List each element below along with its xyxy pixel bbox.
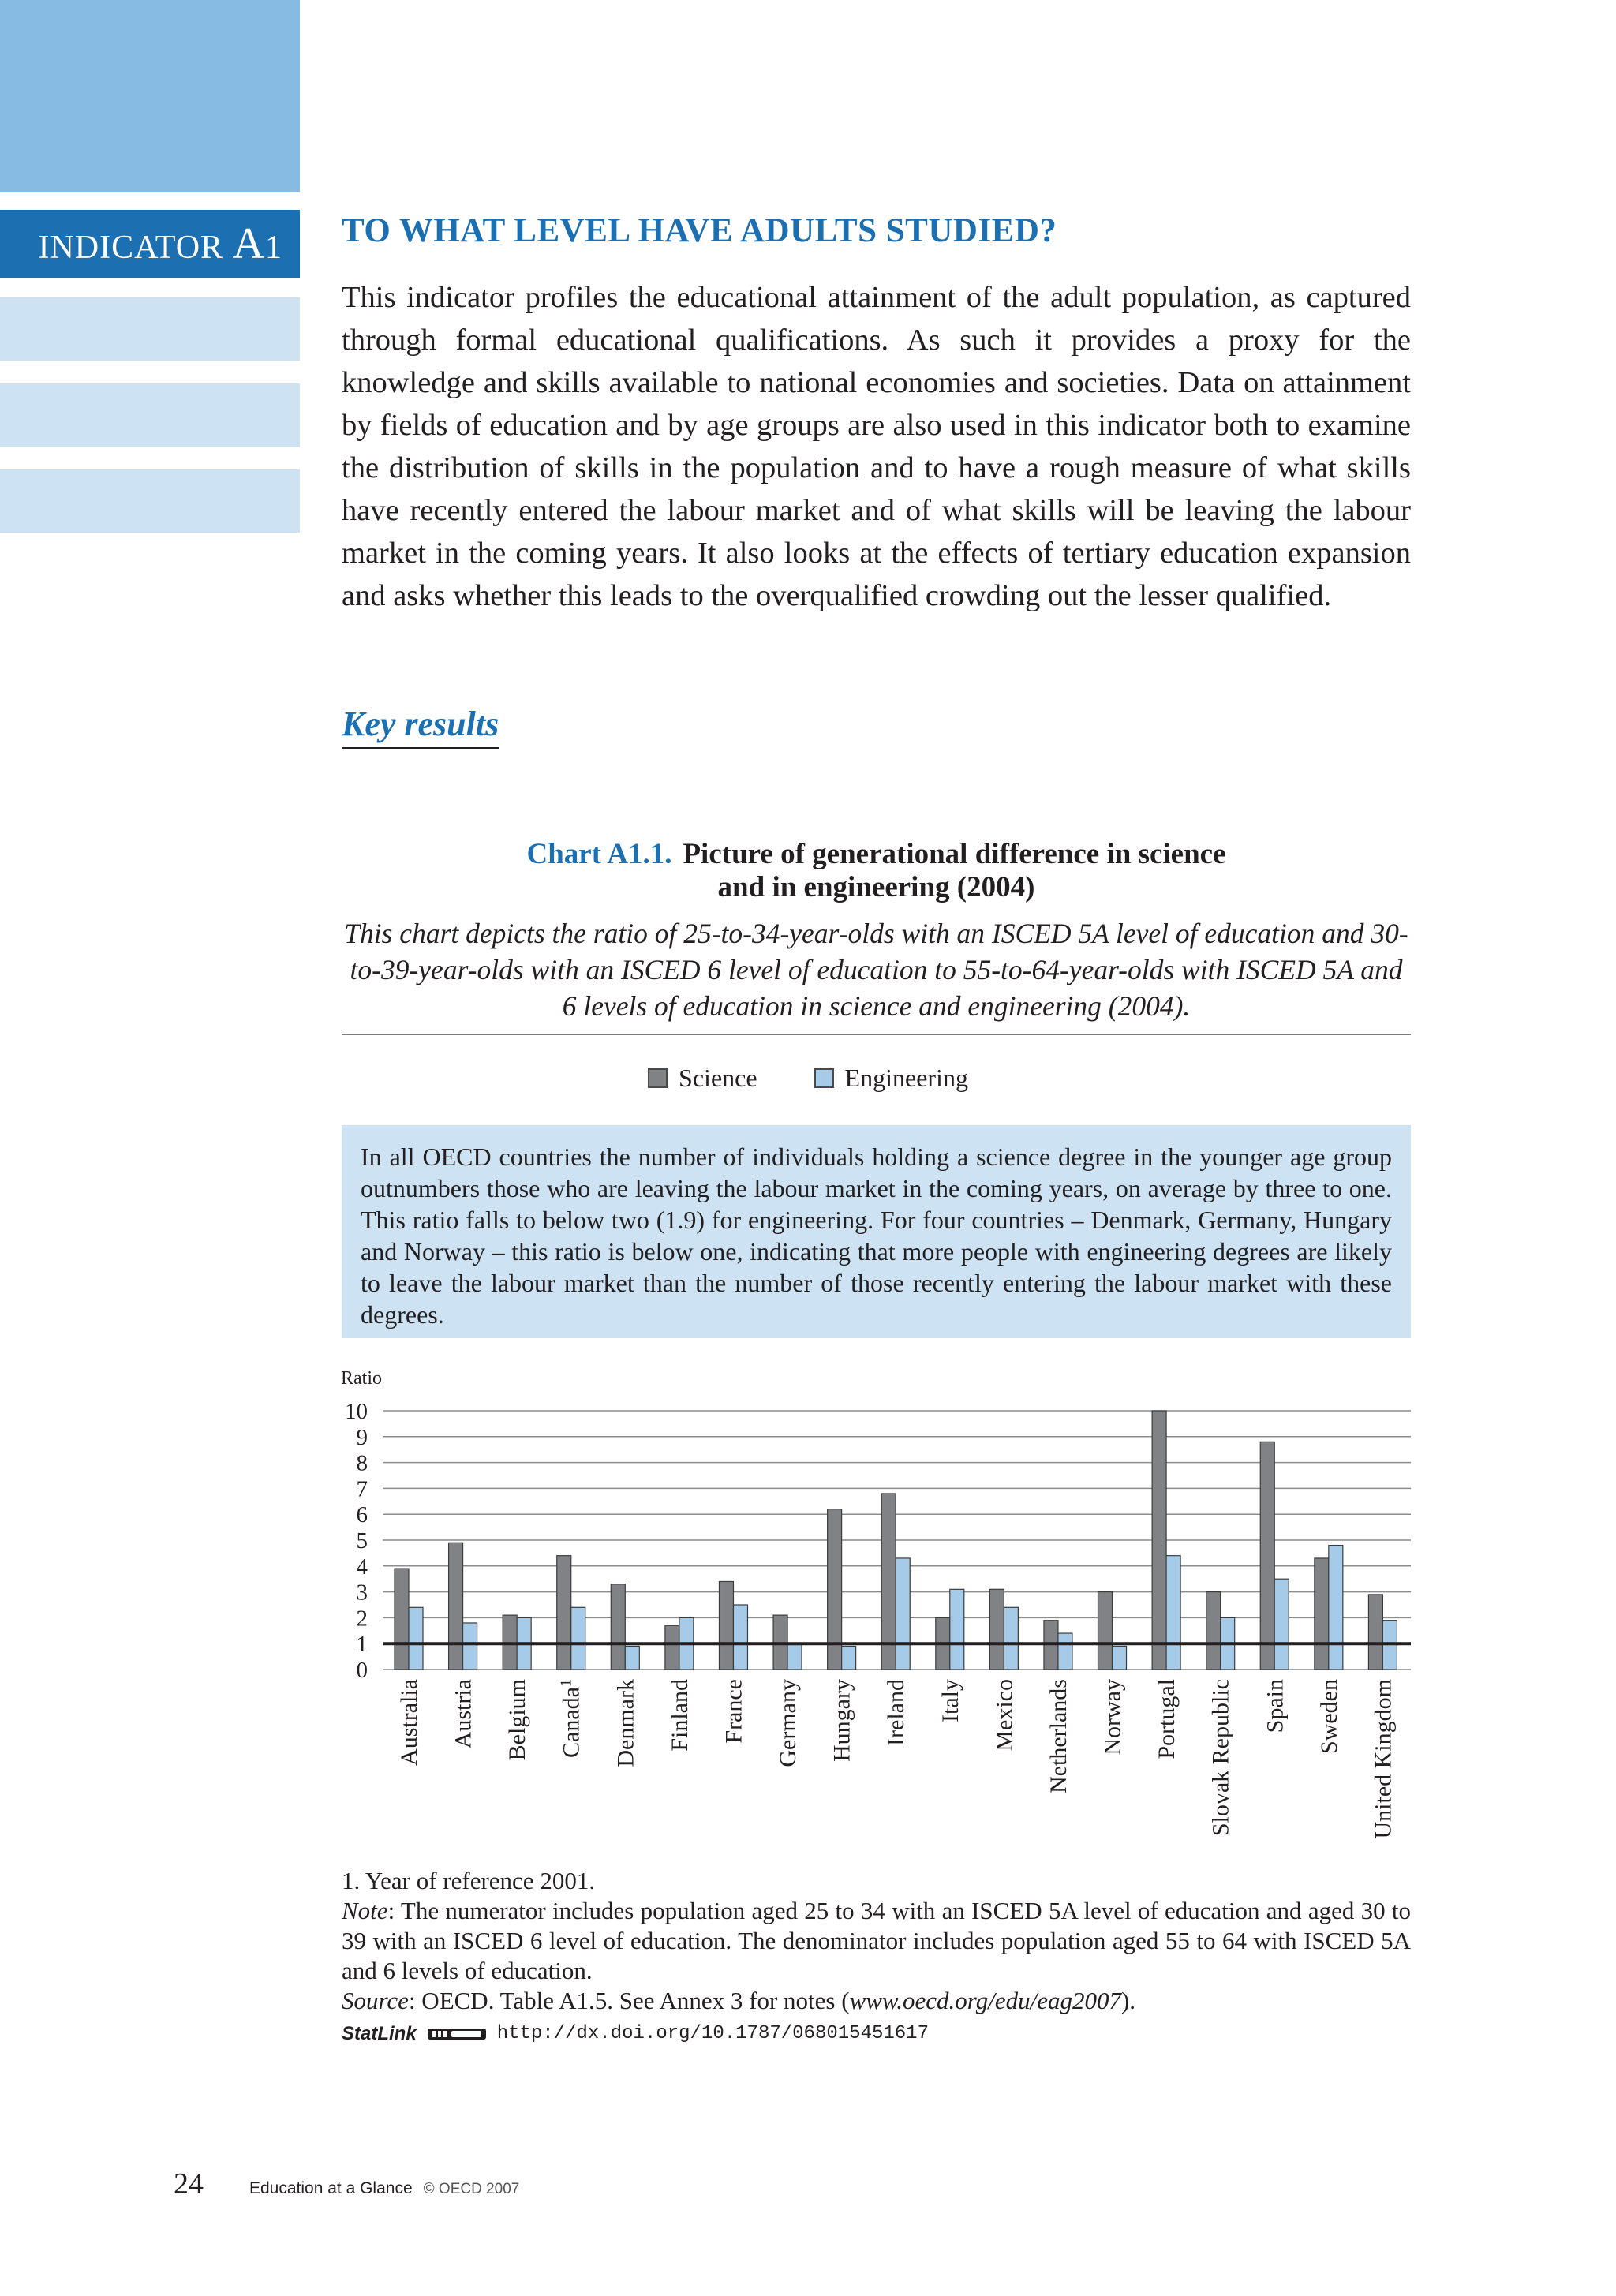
y-tick-label: 10 xyxy=(345,1399,368,1424)
chart-number: Chart A1.1. xyxy=(526,838,672,870)
y-tick-label: 6 xyxy=(356,1502,368,1528)
sidebar-tab-bar xyxy=(0,297,300,361)
legend-swatch-science xyxy=(648,1068,668,1088)
y-tick-label: 9 xyxy=(356,1424,368,1450)
bar-science xyxy=(395,1569,409,1670)
source-label: Source xyxy=(342,1987,409,2014)
y-tick-label: 4 xyxy=(356,1554,368,1580)
page-title: TO WHAT LEVEL HAVE ADULTS STUDIED? xyxy=(342,212,1057,249)
y-tick-label: 3 xyxy=(356,1580,368,1606)
bar-science xyxy=(989,1589,1004,1670)
x-tick-label: Denmark xyxy=(612,1679,639,1767)
page-footer xyxy=(174,2167,519,2201)
legend-swatch-engineering xyxy=(814,1068,834,1088)
y-tick-label: 7 xyxy=(356,1476,368,1502)
bar-engineering xyxy=(571,1607,585,1670)
bar-science xyxy=(828,1509,842,1670)
publication-title: Education at a Glance xyxy=(249,2179,413,2197)
x-tick-label: Mexico xyxy=(991,1679,1018,1752)
note xyxy=(342,1896,1411,1986)
x-tick-label: Norway xyxy=(1099,1679,1126,1756)
bar-engineering xyxy=(787,1643,802,1670)
bar-engineering xyxy=(896,1558,910,1670)
indicator-code: A xyxy=(232,219,265,268)
x-tick-label: Belgium xyxy=(504,1679,531,1761)
bar-engineering xyxy=(1113,1646,1127,1670)
statlink xyxy=(342,2019,1411,2049)
source xyxy=(342,1986,1411,2016)
x-tick-label: Ireland xyxy=(883,1679,910,1746)
legend-item-science xyxy=(648,1064,758,1093)
footnote: 1. Year of reference 2001. xyxy=(342,1867,596,1894)
x-tick-label: United Kingdom xyxy=(1370,1679,1397,1839)
note-text: : The numerator includes population aged 25 to 34 with an ISCED 5A level of education and aged 30 to 39 with an ISCED 6 level of education. The denominator includes population aged 55 to 64 with ISCED 5A and 6 levels of education. xyxy=(342,1897,1411,1984)
chart-legend xyxy=(0,1064,1616,1094)
legend-item-engineering xyxy=(814,1064,968,1093)
y-axis-label: Ratio xyxy=(341,1368,382,1389)
x-tick-label: Portugal xyxy=(1154,1679,1180,1759)
x-tick-label: Australia xyxy=(396,1679,422,1766)
x-tick-label: Sweden xyxy=(1315,1679,1342,1754)
x-tick-label: Austria xyxy=(450,1679,477,1749)
bar-science xyxy=(1098,1592,1113,1670)
bar-engineering xyxy=(842,1646,856,1670)
sidebar-tab-top xyxy=(0,0,300,192)
sidebar-tab-bar xyxy=(0,383,300,447)
x-axis-labels xyxy=(396,1679,1396,1839)
source-link[interactable]: www.oecd.org/edu/eag2007 xyxy=(849,1987,1121,2014)
bar-science xyxy=(719,1581,733,1670)
x-tick-label: Hungary xyxy=(829,1679,855,1762)
divider xyxy=(342,1034,1411,1035)
x-tick-label: Spain xyxy=(1262,1679,1289,1733)
bar-science xyxy=(557,1556,571,1670)
bar-engineering xyxy=(1058,1633,1072,1670)
indicator-tab xyxy=(0,210,300,278)
statlink-label: StatLink xyxy=(342,2023,417,2044)
source-text: : OECD. Table A1.5. See Annex 3 for notes ( xyxy=(408,1987,850,2014)
bar-science xyxy=(1368,1595,1382,1670)
bar-engineering xyxy=(1329,1546,1343,1670)
bar-science xyxy=(449,1543,463,1670)
page-number: 24 xyxy=(174,2167,204,2201)
y-tick-label: 1 xyxy=(356,1632,368,1658)
chart-subtitle: This chart depicts the ratio of 25-to-34-year-olds with an ISCED 5A level of education and 30-to-39-year-olds with an ISCED 6 level of education to 55-to-64-year-olds with ISCED 5A and 6 levels of education in science and engineering (2004). xyxy=(344,918,1408,1022)
statlink-url[interactable]: http://dx.doi.org/10.1787/068015451617 xyxy=(496,2023,929,2044)
chart-title-line2: and in engineering (2004) xyxy=(717,871,1035,903)
bar-engineering xyxy=(1274,1579,1289,1670)
bar-engineering xyxy=(733,1605,747,1670)
copyright: © OECD 2007 xyxy=(423,2181,520,2197)
bar-engineering xyxy=(463,1623,477,1670)
bar-engineering xyxy=(1166,1556,1180,1670)
x-tick-label: Netherlands xyxy=(1045,1679,1072,1793)
sidebar-tab-bar xyxy=(0,469,300,533)
x-tick-label: Italy xyxy=(937,1679,963,1722)
x-tick-label: Slovak Republic xyxy=(1207,1679,1234,1837)
x-tick-label: France xyxy=(720,1679,747,1744)
x-tick-label: Finland xyxy=(666,1679,693,1752)
statlink-logo-icon xyxy=(428,2027,486,2041)
chart-notes xyxy=(342,1866,1411,2049)
indicator-prefix: INDICATOR xyxy=(38,230,233,266)
bar-science xyxy=(1260,1442,1274,1670)
x-tick-superscript: 1 xyxy=(557,1679,575,1687)
y-tick-label: 2 xyxy=(356,1606,368,1632)
x-tick-label: Canada$^1$ xyxy=(557,1679,585,1758)
key-finding-box: In all OECD countries the number of individuals holding a science degree in the younger age group outnumbers those who are leaving the labour market in the coming years, on average by three to one. This ratio falls to below two (1.9) for engineering. For four countries – Denmark, Germany, Hungary and Norway – this ratio is below one, indicating that more people with engineering degrees are likely to leave the labour market than the number of those recently entering the labour market with these degrees. xyxy=(342,1125,1411,1338)
y-tick-label: 8 xyxy=(356,1450,368,1476)
bar-science xyxy=(1206,1592,1221,1670)
section-heading: Key results xyxy=(342,704,499,749)
bar-engineering xyxy=(625,1646,639,1670)
x-tick-label: Germany xyxy=(775,1679,802,1767)
bar-chart xyxy=(0,1357,1616,1870)
legend-label-science: Science xyxy=(679,1064,758,1092)
legend-label-engineering: Engineering xyxy=(844,1064,968,1092)
intro-paragraph: This indicator profiles the educational attainment of the adult population, as captured through formal educational qualifications. As such it provides a proxy for the knowledge and skills available to national economies and societies. Data on attainment by fields of education and by age groups are also used in this indicator both to examine the distribution of skills in the population and to have a rough measure of what skills have recently entered the labour market and of what skills will be leaving the labour market in the coming years. It also looks at the effects of tertiary education expansion and asks whether this leads to the overqualified crowding out the lesser qualified. xyxy=(342,281,1411,612)
bar-engineering xyxy=(950,1589,964,1670)
bar-science xyxy=(1152,1411,1166,1670)
source-end: ). xyxy=(1120,1987,1136,2014)
bar-engineering xyxy=(1004,1607,1018,1670)
bar-science xyxy=(1315,1558,1329,1670)
bar-science xyxy=(665,1625,679,1670)
chart-title xyxy=(342,838,1411,904)
indicator-number: 1 xyxy=(265,230,282,266)
bar-engineering xyxy=(409,1607,423,1670)
note-label: Note xyxy=(342,1897,388,1924)
bar-science xyxy=(611,1584,625,1670)
y-tick-label: 5 xyxy=(356,1528,368,1554)
chart-title-line1: Picture of generational difference in science xyxy=(683,838,1226,870)
y-axis-ticks xyxy=(345,1399,368,1683)
y-tick-label: 0 xyxy=(356,1658,368,1683)
